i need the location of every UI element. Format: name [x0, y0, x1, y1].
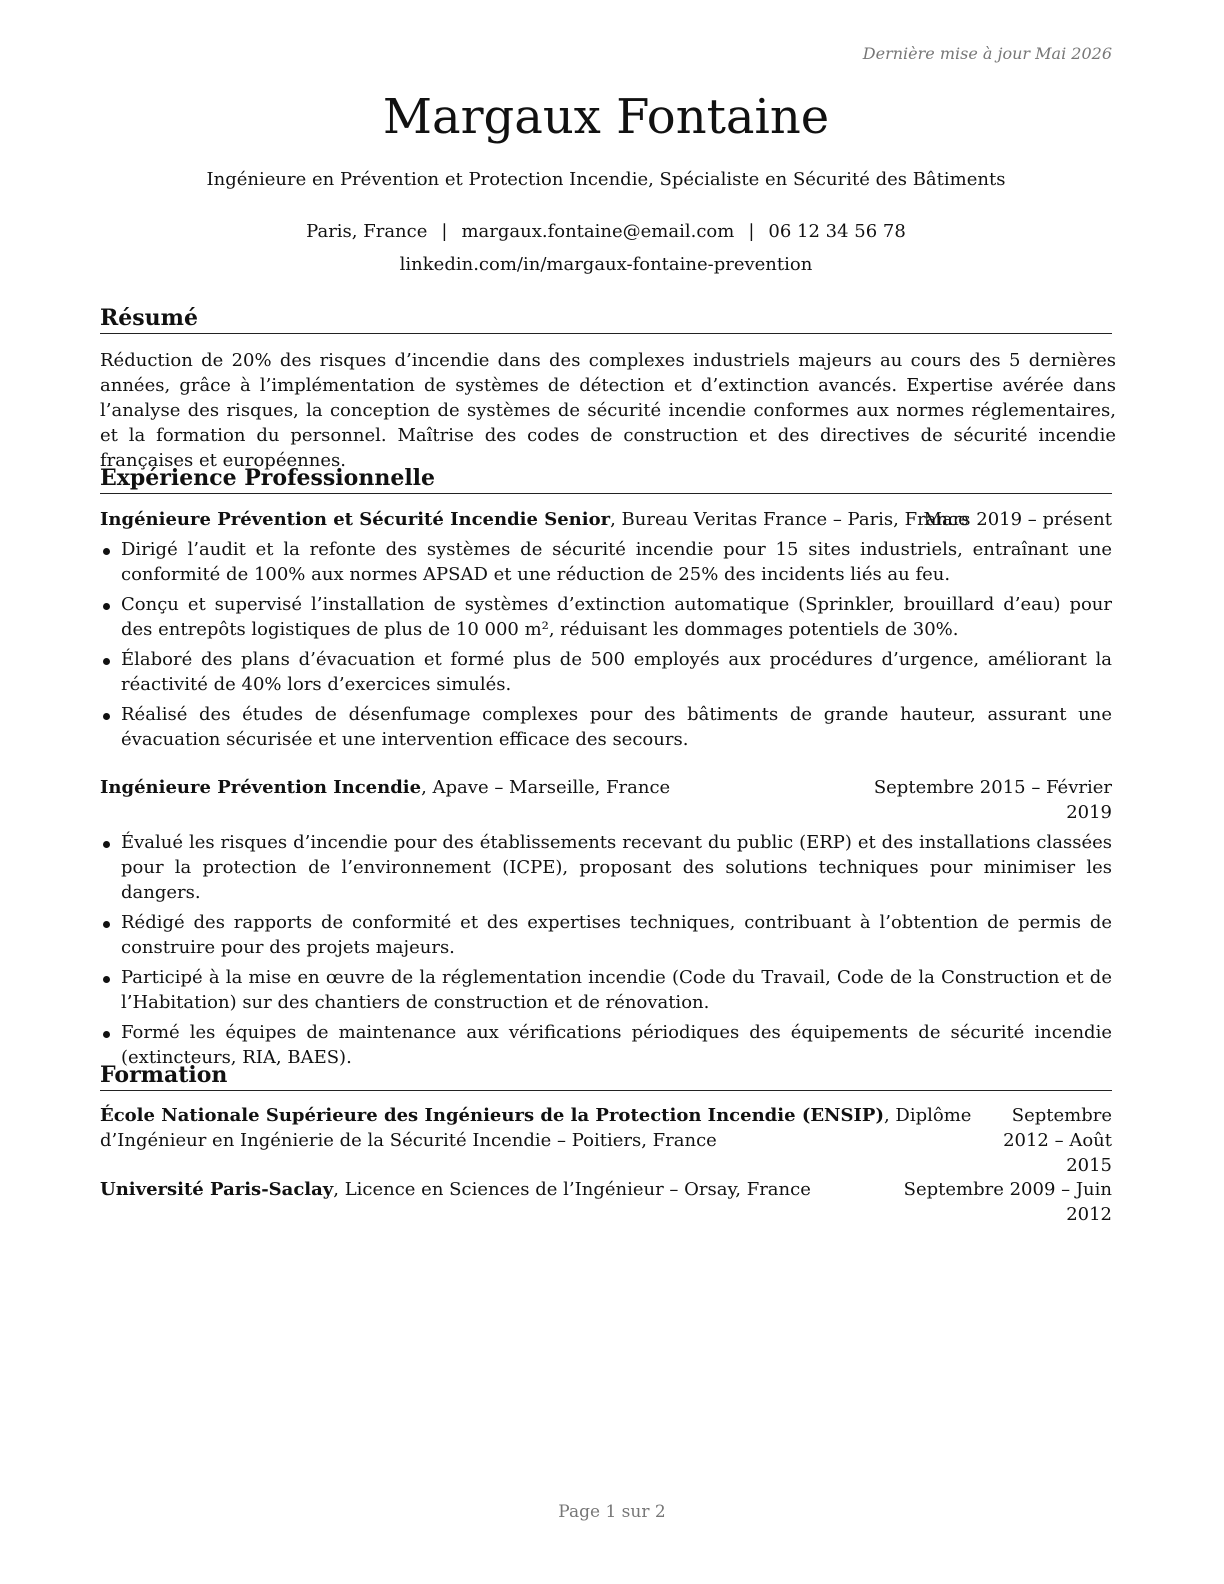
last-updated: Dernière mise à jour Mai 2026: [862, 44, 1112, 63]
page-number: Page 1 sur 2: [558, 1502, 666, 1522]
separator: |: [441, 221, 448, 242]
bullet-icon: [103, 976, 110, 983]
bullet-icon: [103, 921, 110, 928]
bullet-icon: [103, 603, 110, 610]
linkedin-link[interactable]: linkedin.com/in/margaux-fontaine-prevention: [399, 254, 813, 275]
job-bullets: [100, 537, 1112, 757]
job-role: Ingénieure Prévention et Sécurité Incendie Senior: [100, 509, 611, 530]
email-link[interactable]: margaux.fontaine@email.com: [461, 221, 735, 242]
job-dates: Septembre 2015 – Février 2019: [873, 777, 1112, 823]
list-item: Évalué les risques d’incendie pour des établissements recevant du public (ERP) et des installations classées pour la protection de l’environnement (ICPE), proposant des solutions techniques pour minimiser les dangers.: [100, 830, 1112, 905]
list-item: Élaboré des plans d’évacuation et formé plus de 500 employés aux procédures d’urgence, améliorant la réactivité de 40% lors d’exercices simulés.: [100, 647, 1112, 697]
degree-detail: d’Ingénieur en Ingénierie de la Sécurité Incendie – Poitiers, France: [100, 1130, 717, 1151]
separator: |: [748, 221, 755, 242]
bullet-icon: [103, 548, 110, 555]
section-title-education: Formation: [100, 1061, 1112, 1091]
phone: 06 12 34 56 78: [768, 221, 906, 242]
job-header: [100, 775, 1112, 825]
list-item: Conçu et supervisé l’installation de systèmes d’extinction automatique (Sprinkler, brouillard d’eau) pour des entrepôts logistiques de plus de 10 000 m², réduisant les dommages potentiels de 30%.: [100, 592, 1112, 642]
job-bullets: [100, 830, 1112, 1075]
job-org: , Apave – Marseille, France: [421, 777, 671, 798]
job-role: Ingénieure Prévention Incendie: [100, 777, 422, 798]
degree: , Licence en Sciences de l’Ingénieur – Orsay, France: [333, 1179, 811, 1200]
education-entry: [100, 1177, 1112, 1227]
location: Paris, France: [306, 221, 428, 242]
bullet-icon: [103, 1031, 110, 1038]
job-header: [100, 507, 1112, 532]
job-org: , Bureau Veritas France – Paris, France: [610, 509, 969, 530]
summary-text: Réduction de 20% des risques d’incendie dans des complexes industriels majeurs au cours des 5 dernières années, grâce à l’implémentation de systèmes de détection et d’extinction avancés. Expertise avérée dans l’analyse des risques, la conception de systèmes de sécurité incendie conformes aux normes réglementaires, et la formation du personnel. Maîtrise des codes de construction et des directives de sécurité incendie françaises et européennes.: [100, 350, 1116, 471]
section-title-experience: Expérience Professionnelle: [100, 464, 1112, 494]
education-dates: Septembre 2009 – Juin 2012: [903, 1179, 1112, 1225]
degree: , Diplôme: [883, 1105, 972, 1126]
contact-line: [100, 220, 1112, 244]
education-entry: [100, 1103, 1112, 1176]
list-item: Rédigé des rapports de conformité et des expertises techniques, contribuant à l’obtention de permis de construire pour des projets majeurs.: [100, 910, 1112, 960]
section-title-summary: Résumé: [100, 304, 1112, 334]
list-item: Réalisé des études de désenfumage complexes pour des bâtiments de grande hauteur, assurant une évacuation sécurisée et une intervention efficace des secours.: [100, 702, 1112, 752]
candidate-name: Margaux Fontaine: [382, 89, 830, 145]
list-item: Participé à la mise en œuvre de la réglementation incendie (Code du Travail, Code de la Construction et de l’Habitation) sur des chantiers de construction et de rénovation.: [100, 965, 1112, 1015]
job-dates: Mars 2019 – présent: [923, 509, 1112, 530]
headline: Ingénieure en Prévention et Protection Incendie, Spécialiste en Sécurité des Bâtiments: [206, 169, 1006, 190]
bullet-icon: [103, 658, 110, 665]
bullet-icon: [103, 841, 110, 848]
education-dates: Septembre 2012 – Août 2015: [1003, 1105, 1112, 1176]
list-item: Formé les équipes de maintenance aux vérifications périodiques des équipements de sécurité incendie (extincteurs, RIA, BAES).: [100, 1020, 1112, 1070]
bullet-icon: [103, 713, 110, 720]
list-item: Dirigé l’audit et la refonte des systèmes de sécurité incendie pour 15 sites industriels, entraînant une conformité de 100% aux normes APSAD et une réduction de 25% des incidents liés au feu.: [100, 537, 1112, 587]
school-name: Université Paris-Saclay: [100, 1179, 334, 1200]
school-name: École Nationale Supérieure des Ingénieurs de la Protection Incendie (ENSIP): [100, 1105, 884, 1126]
